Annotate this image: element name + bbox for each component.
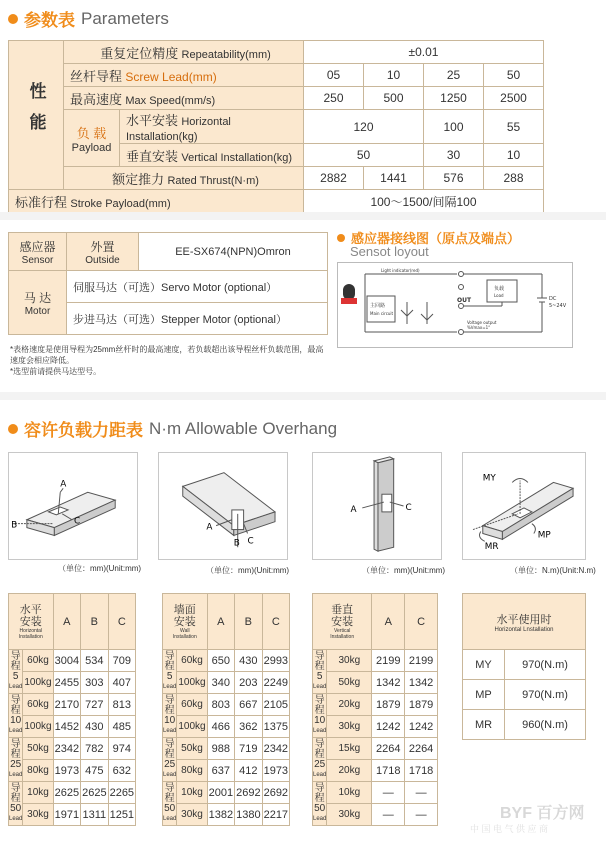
- load-cell: 60kg: [177, 650, 207, 672]
- moment-label: MP: [463, 680, 505, 710]
- table-header: 垂直 安装 Vertical Installation: [313, 594, 372, 650]
- vertical-value: 30: [424, 144, 484, 167]
- svg-text:MY: MY: [482, 473, 496, 484]
- lead-cell: 导 程 25 Lead: [163, 738, 177, 782]
- table-row: [163, 738, 290, 760]
- value-cell: 632: [108, 760, 135, 782]
- value-cell: 2692: [235, 782, 262, 804]
- value-cell: 2342: [262, 738, 289, 760]
- value-cell: 2264: [405, 738, 438, 760]
- value-cell: 2342: [53, 738, 80, 760]
- lead-cell: 导 程 10 Lead: [313, 694, 327, 738]
- load-cell: 100kg: [177, 672, 207, 694]
- overhang-heading-en: N·m Allowable Overhang: [149, 418, 338, 438]
- value-cell: 988: [207, 738, 234, 760]
- value-cell: 1242: [372, 716, 405, 738]
- value-cell: —: [372, 782, 405, 804]
- moment-label: MY: [463, 650, 505, 680]
- note-speed: *表格速度是使用导程为25mm丝杆时的最高速度，若负载超出该导程丝杆负载范围，最高速度会相应降低。: [10, 345, 324, 365]
- speed-value: 2500: [484, 87, 544, 110]
- wiring-diagram: [337, 262, 573, 348]
- table-body: [313, 650, 438, 826]
- load-cell: 20kg: [327, 694, 372, 716]
- horizontal-install-label: 水平安装 Horizontal Installation(kg): [120, 110, 304, 144]
- value-cell: 534: [81, 650, 108, 672]
- value-cell: —: [405, 804, 438, 826]
- value-cell: 974: [108, 738, 135, 760]
- svg-text:Light indicator(red): Light indicator(red): [381, 268, 420, 273]
- table-body: [9, 650, 136, 826]
- load-cell: 10kg: [23, 782, 53, 804]
- col-header: B: [235, 594, 262, 650]
- table-row: [313, 672, 438, 694]
- value-cell: 430: [81, 716, 108, 738]
- col-header: B: [81, 594, 108, 650]
- table-row: [9, 804, 136, 826]
- load-cell: 60kg: [23, 694, 53, 716]
- moment-table: [462, 593, 586, 740]
- table-row: [9, 782, 136, 804]
- table-row: [9, 738, 136, 760]
- speed-value: 250: [304, 87, 364, 110]
- col-header: A: [372, 594, 405, 650]
- table-row: [313, 650, 438, 672]
- load-cell: 80kg: [23, 760, 53, 782]
- sensor-label: 感应器 Sensor: [9, 233, 67, 271]
- table-row: [163, 760, 290, 782]
- svg-text:OUT: OUT: [457, 297, 472, 304]
- load-cell: 60kg: [23, 650, 53, 672]
- load-cell: 100kg: [23, 672, 53, 694]
- value-cell: 2170: [53, 694, 80, 716]
- lead-cell: 导 程 10 Lead: [163, 694, 177, 738]
- lead-cell: 导 程 25 Lead: [313, 738, 327, 782]
- col-header: C: [108, 594, 135, 650]
- value-cell: 340: [207, 672, 234, 694]
- svg-text:%Vmax=1°: %Vmax=1°: [467, 325, 491, 330]
- col-header: C: [262, 594, 289, 650]
- table-row: [313, 738, 438, 760]
- parameters-heading: [8, 6, 169, 31]
- value-cell: 2692: [262, 782, 289, 804]
- parameters-table: [8, 40, 544, 213]
- load-cell: 50kg: [327, 672, 372, 694]
- table-row: [163, 804, 290, 826]
- value-cell: 2199: [405, 650, 438, 672]
- lead-cell: 导 程 5 Lead: [163, 650, 177, 694]
- svg-text:DC: DC: [549, 296, 557, 302]
- motor-label: 马 达 Motor: [9, 271, 67, 335]
- thrust-value: 288: [484, 167, 544, 190]
- horizontal-install-figure: [8, 452, 138, 560]
- speed-value: 1250: [424, 87, 484, 110]
- table-header: 墙面 安装 Wall Installation: [163, 594, 208, 650]
- value-cell: 303: [81, 672, 108, 694]
- value-cell: 709: [108, 650, 135, 672]
- value-cell: 2993: [262, 650, 289, 672]
- value-cell: 803: [207, 694, 234, 716]
- watermark-sub: 中 国 电 气 供 应 商: [470, 824, 549, 834]
- lead-cell: 导 程 5 Lead: [9, 650, 23, 694]
- value-cell: 466: [207, 716, 234, 738]
- max-speed-label: 最高速度 Max Speed(mm/s): [64, 87, 304, 110]
- value-cell: 1971: [53, 804, 80, 826]
- svg-text:MP: MP: [537, 530, 551, 541]
- col-header: A: [207, 594, 234, 650]
- thrust-value: 2882: [304, 167, 364, 190]
- figure-caption: （单位：mm)(Unit:mm): [206, 566, 290, 575]
- lead-value: 50: [484, 64, 544, 87]
- table-row: [313, 716, 438, 738]
- load-cell: 50kg: [177, 738, 207, 760]
- svg-text:C: C: [405, 502, 412, 513]
- table-header: 水平 安装 Horizontal Installation: [9, 594, 54, 650]
- table-header: 水平使用时 Horizontal Lnstallation: [463, 594, 586, 650]
- value-cell: 2105: [262, 694, 289, 716]
- load-cell: 15kg: [327, 738, 372, 760]
- svg-text:MR: MR: [484, 542, 499, 553]
- value-cell: 1973: [262, 760, 289, 782]
- load-cell: 10kg: [177, 782, 207, 804]
- vertical-overhang-table: [312, 593, 438, 826]
- wiring-heading-cn: 感应器接线图（原点及端点）: [351, 231, 521, 246]
- sensor-motor-table: [8, 232, 328, 335]
- svg-text:C: C: [247, 536, 254, 547]
- lead-cell: 导 程 5 Lead: [313, 650, 327, 694]
- bullet-icon: [337, 234, 345, 242]
- lead-value: 05: [304, 64, 364, 87]
- vertical-install-label: 垂直安装 Vertical Installation(kg): [120, 144, 304, 167]
- load-cell: 20kg: [327, 760, 372, 782]
- horizontal-value: 100: [424, 110, 484, 144]
- value-cell: 203: [235, 672, 262, 694]
- load-cell: 30kg: [327, 716, 372, 738]
- lead-cell: 导 程 50 Lead: [163, 782, 177, 826]
- value-cell: 2001: [207, 782, 234, 804]
- value-cell: 3004: [53, 650, 80, 672]
- value-cell: 650: [207, 650, 234, 672]
- parameters-heading-en: Parameters: [81, 8, 169, 28]
- table-row: [163, 650, 290, 672]
- value-cell: 637: [207, 760, 234, 782]
- value-cell: 2249: [262, 672, 289, 694]
- load-cell: 60kg: [177, 694, 207, 716]
- wall-overhang-table: [162, 593, 290, 826]
- value-cell: 2265: [108, 782, 135, 804]
- thrust-value: 576: [424, 167, 484, 190]
- moment-value: 970(N.m): [505, 680, 586, 710]
- value-cell: 1380: [235, 804, 262, 826]
- value-cell: 2455: [53, 672, 80, 694]
- value-cell: 362: [235, 716, 262, 738]
- value-cell: 485: [108, 716, 135, 738]
- value-cell: 1375: [262, 716, 289, 738]
- value-cell: 1879: [405, 694, 438, 716]
- svg-text:A: A: [60, 479, 67, 490]
- servo-motor-option: 伺服马达（可选）Servo Motor (optional）: [67, 271, 328, 303]
- moment-label: MR: [463, 710, 505, 740]
- value-cell: 1973: [53, 760, 80, 782]
- sensor-model: EE-SX674(NPN)Omron: [139, 233, 328, 271]
- value-cell: 719: [235, 738, 262, 760]
- value-cell: 1251: [108, 804, 135, 826]
- lead-cell: 导 程 50 Lead: [313, 782, 327, 826]
- bullet-icon: [8, 424, 18, 434]
- moment-value: 960(N.m): [505, 710, 586, 740]
- screw-lead-label: 丝杆导程 Screw Lead(mm): [64, 64, 304, 87]
- horizontal-overhang-table: [8, 593, 136, 826]
- value-cell: —: [405, 782, 438, 804]
- note-motor: *选型前请提供马达型号。: [10, 367, 102, 376]
- lead-value: 25: [424, 64, 484, 87]
- figure-caption: （单位：mm)(Unit:mm): [362, 566, 446, 575]
- load-cell: 30kg: [23, 804, 53, 826]
- table-row: [313, 694, 438, 716]
- moment-value: 970(N.m): [505, 650, 586, 680]
- table-row: [9, 672, 136, 694]
- svg-text:负载: 负载: [494, 286, 505, 292]
- value-cell: 2625: [81, 782, 108, 804]
- value-cell: 1342: [372, 672, 405, 694]
- value-cell: 430: [235, 650, 262, 672]
- value-cell: 475: [81, 760, 108, 782]
- table-row: [313, 782, 438, 804]
- stroke-value: 100～1500/间隔100: [304, 190, 544, 213]
- table-row: [163, 672, 290, 694]
- table-row: [9, 760, 136, 782]
- load-cell: 100kg: [23, 716, 53, 738]
- thrust-value: 1441: [364, 167, 424, 190]
- col-header: A: [53, 594, 80, 650]
- rated-thrust-label: 额定推力 Rated Thrust(N·m): [64, 167, 304, 190]
- horizontal-value: 55: [484, 110, 544, 144]
- wiring-heading-en: Sensot loyout: [350, 244, 429, 259]
- col-header: C: [405, 594, 438, 650]
- payload-label: 负 载 Payload: [64, 110, 120, 167]
- stepper-motor-option: 步进马达（可选）Stepper Motor (optional）: [67, 303, 328, 335]
- value-cell: 1242: [405, 716, 438, 738]
- table-row: [313, 760, 438, 782]
- svg-text:B: B: [233, 538, 240, 549]
- vertical-value: 50: [304, 144, 424, 167]
- value-cell: 667: [235, 694, 262, 716]
- svg-text:Voltage output: Voltage output: [467, 320, 497, 325]
- svg-text:Load: Load: [494, 293, 504, 298]
- overhang-heading: [8, 416, 337, 441]
- vertical-install-figure: [312, 452, 442, 560]
- value-cell: 1311: [81, 804, 108, 826]
- value-cell: —: [372, 804, 405, 826]
- value-cell: 1342: [405, 672, 438, 694]
- table-row: [163, 716, 290, 738]
- svg-text:A: A: [350, 504, 357, 515]
- repeatability-value: ±0.01: [304, 41, 544, 64]
- load-cell: 50kg: [23, 738, 53, 760]
- value-cell: 2199: [372, 650, 405, 672]
- load-cell: 30kg: [327, 804, 372, 826]
- vertical-value: 10: [484, 144, 544, 167]
- value-cell: 1382: [207, 804, 234, 826]
- svg-text:5~24V: 5~24V: [549, 303, 567, 309]
- value-cell: 813: [108, 694, 135, 716]
- figure-caption: （单位：mm)(Unit:mm): [58, 564, 142, 573]
- figure-caption: （单位：N.m)(Unit:N.m): [510, 566, 596, 575]
- outside-label: 外置 Outside: [67, 233, 139, 271]
- wall-install-figure: [158, 452, 288, 560]
- parameters-heading-cn: 参数表: [24, 11, 75, 30]
- lead-value: 10: [364, 64, 424, 87]
- value-cell: 782: [81, 738, 108, 760]
- value-cell: 407: [108, 672, 135, 694]
- table-body: [163, 650, 290, 826]
- overhang-heading-cn: 容许负载力距表: [24, 421, 143, 440]
- value-cell: 2264: [372, 738, 405, 760]
- svg-text:主回路: 主回路: [370, 303, 386, 309]
- value-cell: 1879: [372, 694, 405, 716]
- svg-text:Main circuit: Main circuit: [370, 311, 394, 316]
- table-row: [313, 804, 438, 826]
- lead-cell: 导 程 10 Lead: [9, 694, 23, 738]
- stroke-label: 标准行程 Stroke Payload(mm): [9, 190, 304, 213]
- value-cell: 1718: [372, 760, 405, 782]
- value-cell: 412: [235, 760, 262, 782]
- repeatability-label: 重复定位精度 Repeatability(mm): [64, 41, 304, 64]
- speed-value: 500: [364, 87, 424, 110]
- load-cell: 30kg: [327, 650, 372, 672]
- value-cell: 1718: [405, 760, 438, 782]
- moment-figure: [462, 452, 586, 560]
- svg-text:B: B: [11, 520, 18, 531]
- notes: [10, 344, 330, 377]
- performance-category: 性能: [9, 41, 64, 190]
- table-row: [163, 782, 290, 804]
- load-cell: 80kg: [177, 760, 207, 782]
- table-row: [9, 694, 136, 716]
- value-cell: 727: [81, 694, 108, 716]
- load-cell: 30kg: [177, 804, 207, 826]
- bullet-icon: [8, 14, 18, 24]
- horizontal-value: 120: [304, 110, 424, 144]
- value-cell: 2625: [53, 782, 80, 804]
- divider: [0, 212, 606, 220]
- load-cell: 10kg: [327, 782, 372, 804]
- divider: [0, 392, 606, 400]
- lead-cell: 导 程 50 Lead: [9, 782, 23, 826]
- table-row: [163, 694, 290, 716]
- load-cell: 100kg: [177, 716, 207, 738]
- svg-text:C: C: [73, 516, 81, 527]
- watermark-logo: BYF 百方网: [500, 805, 585, 822]
- table-row: [9, 716, 136, 738]
- value-cell: 1452: [53, 716, 80, 738]
- lead-cell: 导 程 25 Lead: [9, 738, 23, 782]
- svg-text:A: A: [206, 522, 213, 533]
- table-row: [9, 650, 136, 672]
- value-cell: 2217: [262, 804, 289, 826]
